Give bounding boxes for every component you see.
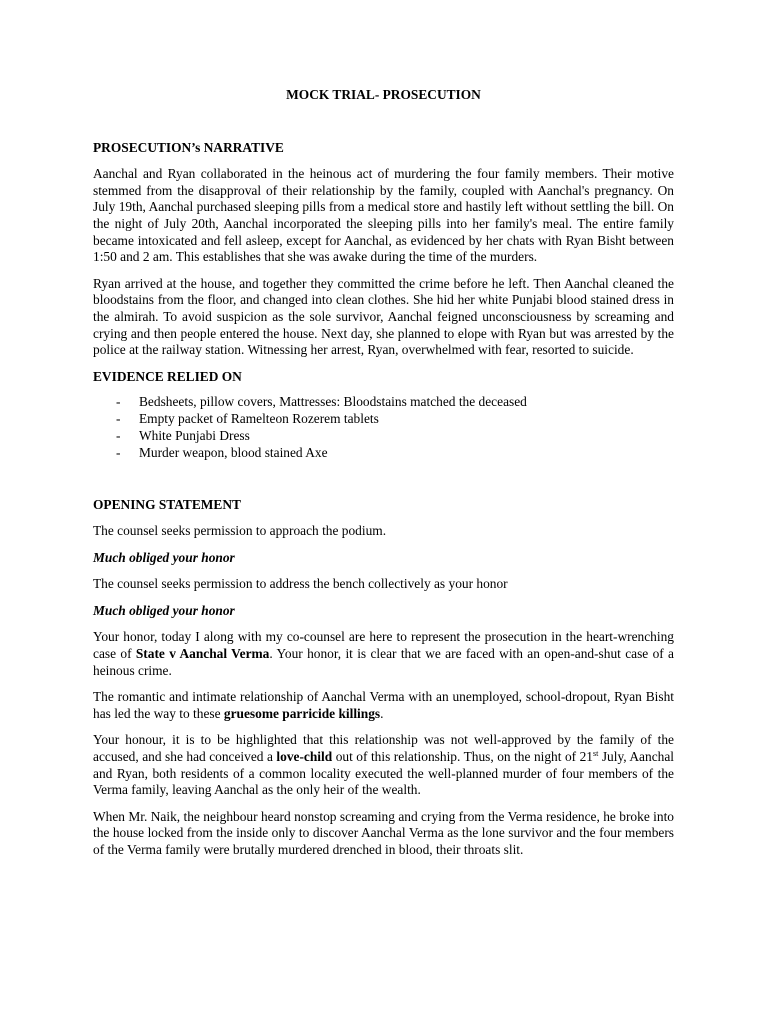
case-name: State v Aanchal Verma [135,646,270,662]
narrative-paragraph-1: Aanchal and Ryan collaborated in the heinous act of murdering the four family members. Their motive stemmed from the disapproval of their relationship by the family, coupled with Aanchal's pregnancy. On July 19th, Aanchal purchased sleeping pills from a medical store and hastily left without settling the bill. On the night of July 20th, Aanchal incorporated the sleeping pills into her family's meal. The entire family became intoxicated and fell asleep, except for Aanchal, as evidenced by her chats with Ryan Bisht between 1:50 and 2 am. This establishes that she was awake during the time of the murders. [93,166,674,265]
opening-paragraph-5 [93,732,674,798]
opening-paragraph-3 [93,629,674,679]
text-run: out of this relationship. Thus, on the night of 21 [332,749,593,765]
opening-response-1: Much obliged your honor [93,549,235,565]
opening-line-2: The counsel seeks permission to address the bench collectively as your honor [93,576,508,592]
narrative-paragraph-2: Ryan arrived at the house, and together they committed the crime before he left. Then Aanchal cleaned the bloodstains from the floor, and changed into clean clothes. She hid her white Punjabi blood stained dress in the almirah. To avoid suspicion as the sole survivor, Aanchal feigned unconsciousness by screaming and crying and then people entered the house. Next day, she planned to elope with Ryan but was arrested by the police at the railway station. Witnessing her arrest, Ryan, overwhelmed with fear, resorted to suicide. [93,275,674,358]
evidence-item-text: White Punjabi Dress [139,427,250,443]
opening-line-1: The counsel seeks permission to approach the podium. [93,523,387,539]
text-run: . [380,705,384,721]
emphasis-text: gruesome parricide killings [223,705,381,721]
document-page [93,84,674,859]
bullet-dash: - [116,411,121,427]
text-run: Your honour, it is to be highlighted that this relationship was not well-approved by the family of the accused, and she had conceived a [93,732,674,765]
bullet-dash: - [116,427,121,443]
emphasis-text: love-child [276,749,333,765]
list-item [93,428,674,445]
evidence-heading: EVIDENCE RELIED ON [93,368,242,384]
text-run: July, Aanchal and Ryan, both residents of a common locality executed the well-planned murder of four members of the Verma family, leaving Aanchal as the only heir of the wealth. [93,749,674,798]
text-run: . Your honor, it is clear that we are faced with an open-and-shut case of a heinous crime. [93,646,674,678]
list-item [93,394,674,411]
document-title: MOCK TRIAL- PROSECUTION [286,87,481,102]
text-run: The romantic and intimate relationship of Aanchal Verma with an unemployed, school-dropout, Ryan Bisht has led the way to these [93,689,674,721]
evidence-item-text: Empty packet of Ramelteon Rozerem tablets [139,411,379,427]
opening-response-2: Much obliged your honor [93,602,235,618]
evidence-item-text: Murder weapon, blood stained Axe [139,444,328,460]
evidence-list [93,394,674,461]
list-item [93,445,674,462]
list-item [93,411,674,428]
opening-paragraph-6: When Mr. Naik, the neighbour heard nonstop screaming and crying from the Verma residence, he broke into the house locked from the inside only to discover Aanchal Verma as the lone survivor and the four members of the Verma family were brutally murdered drenched in blood, their throats slit. [93,808,674,857]
bullet-dash: - [116,394,121,410]
opening-paragraph-4 [93,689,674,722]
opening-heading: OPENING STATEMENT [93,496,241,512]
narrative-heading: PROSECUTION’s NARRATIVE [93,139,284,155]
evidence-item-text: Bedsheets, pillow covers, Mattresses: Bloodstains matched the deceased [139,394,527,410]
bullet-dash: - [116,444,121,460]
ordinal-suffix: st [593,749,599,759]
text-run: Your honor, today I along with my co-counsel are here to represent the prosecution in the heart-wrenching case of [93,629,674,662]
